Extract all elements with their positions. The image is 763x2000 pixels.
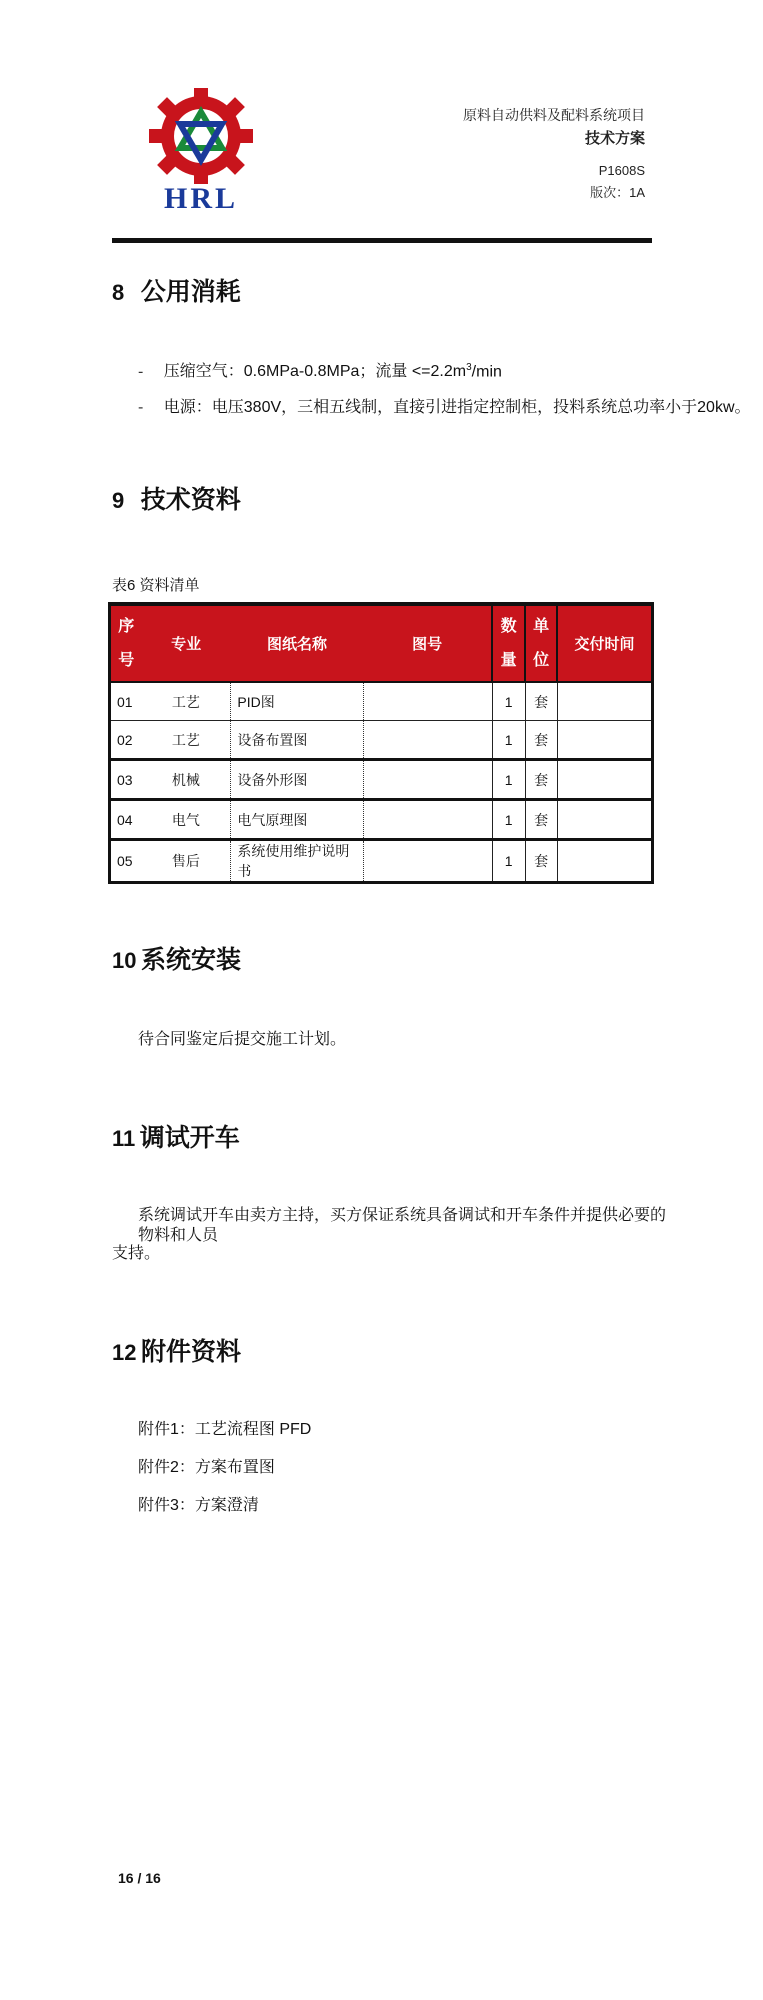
cell-qty: 1	[492, 800, 525, 840]
table-caption: 表6 资料清单	[112, 577, 200, 594]
cell-name: 设备外形图	[231, 760, 363, 800]
cell-major: 电气	[141, 800, 230, 840]
header-drawing-no: 图号	[363, 604, 492, 682]
section-8-heading	[112, 272, 241, 308]
section-title: 调试开车	[139, 1124, 240, 1152]
document-list-table	[108, 602, 654, 884]
document-type: 技术方案	[584, 130, 645, 147]
svg-text:HRL: HRL	[163, 182, 239, 214]
header-rule	[112, 238, 652, 243]
project-title: 原料自动供料及配料系统项目	[463, 107, 645, 123]
cell-delivery	[557, 682, 652, 721]
section-title: 技术资料	[140, 486, 241, 514]
cell-major: 售后	[141, 840, 230, 883]
cell-delivery	[557, 721, 652, 760]
table-row	[110, 760, 653, 800]
cell-drawing-no	[363, 760, 492, 800]
section-number: 10	[112, 948, 137, 973]
cell-major: 工艺	[141, 682, 230, 721]
cell-drawing-no	[363, 840, 492, 883]
cell-unit: 套	[525, 721, 557, 760]
cell-name: PID图	[231, 682, 363, 721]
table-header-row	[110, 604, 653, 682]
cell-drawing-no	[363, 682, 492, 721]
cell-seq: 02	[110, 721, 142, 760]
cell-qty: 1	[492, 760, 525, 800]
section-10-body: 待合同鉴定后提交施工计划。	[138, 1031, 347, 1048]
cell-name: 设备布置图	[231, 721, 363, 760]
section-9-heading	[112, 480, 241, 516]
section-title: 附件资料	[140, 1338, 241, 1366]
cell-qty: 1	[492, 840, 525, 883]
section-10-heading	[112, 940, 241, 976]
section-11-body-line2: 支持。	[112, 1245, 161, 1262]
table-row	[110, 682, 653, 721]
utility-power-item: - 电源：电压380V，三相五线制，直接引进指定控制柜，投料系统总功率小于20kw。	[138, 399, 751, 416]
header-qty: 数 量	[492, 604, 525, 682]
section-number: 12	[112, 1340, 137, 1365]
section-number: 8	[112, 280, 125, 305]
cell-seq: 03	[110, 760, 142, 800]
cell-seq: 05	[110, 840, 142, 883]
cell-drawing-no	[363, 800, 492, 840]
utility-air-item: - 压缩空气：0.6MPa-0.8MPa；流量 $<=2.2m^3/\min$	[138, 362, 502, 381]
company-logo	[138, 86, 264, 214]
attachment-item: 附件2：方案布置图	[138, 1459, 275, 1476]
header-delivery: 交付时间	[557, 604, 652, 682]
section-number: 11	[112, 1126, 136, 1151]
table-row	[110, 800, 653, 840]
section-12-heading	[112, 1332, 241, 1368]
cell-qty: 1	[492, 721, 525, 760]
attachment-item: 附件3：方案澄清	[138, 1497, 259, 1514]
cell-name: 电气原理图	[231, 800, 363, 840]
cell-name: 系统使用维护说明书	[231, 840, 363, 883]
section-title: 公用消耗	[140, 278, 241, 306]
document-code: P1608S	[598, 163, 645, 178]
cell-seq: 04	[110, 800, 142, 840]
header-seq: 序 号	[110, 604, 142, 682]
page-number: 16 / 16	[118, 1870, 161, 1886]
section-number: 9	[112, 488, 125, 513]
cell-unit: 套	[525, 682, 557, 721]
section-title: 系统安装	[140, 946, 241, 974]
cell-delivery	[557, 800, 652, 840]
cell-unit: 套	[525, 760, 557, 800]
document-version: 版次：1A	[590, 185, 645, 200]
header-major: 专业	[141, 604, 230, 682]
attachment-item: 附件1：工艺流程图 PFD	[138, 1421, 312, 1438]
cell-major: 机械	[141, 760, 230, 800]
cell-major: 工艺	[141, 721, 230, 760]
section-11-heading	[112, 1118, 240, 1154]
table-row	[110, 721, 653, 760]
cell-delivery	[557, 840, 652, 883]
cell-unit: 套	[525, 840, 557, 883]
header-drawing-name: 图纸名称	[231, 604, 363, 682]
header-unit: 单 位	[525, 604, 557, 682]
cell-delivery	[557, 760, 652, 800]
cell-drawing-no	[363, 721, 492, 760]
cell-qty: 1	[492, 682, 525, 721]
section-11-body-line1: 系统调试开车由卖方主持，买方保证系统具备调试和开车条件并提供必要的物料和人员	[138, 1207, 667, 1244]
table-row	[110, 840, 653, 883]
cell-unit: 套	[525, 800, 557, 840]
cell-seq: 01	[110, 682, 142, 721]
